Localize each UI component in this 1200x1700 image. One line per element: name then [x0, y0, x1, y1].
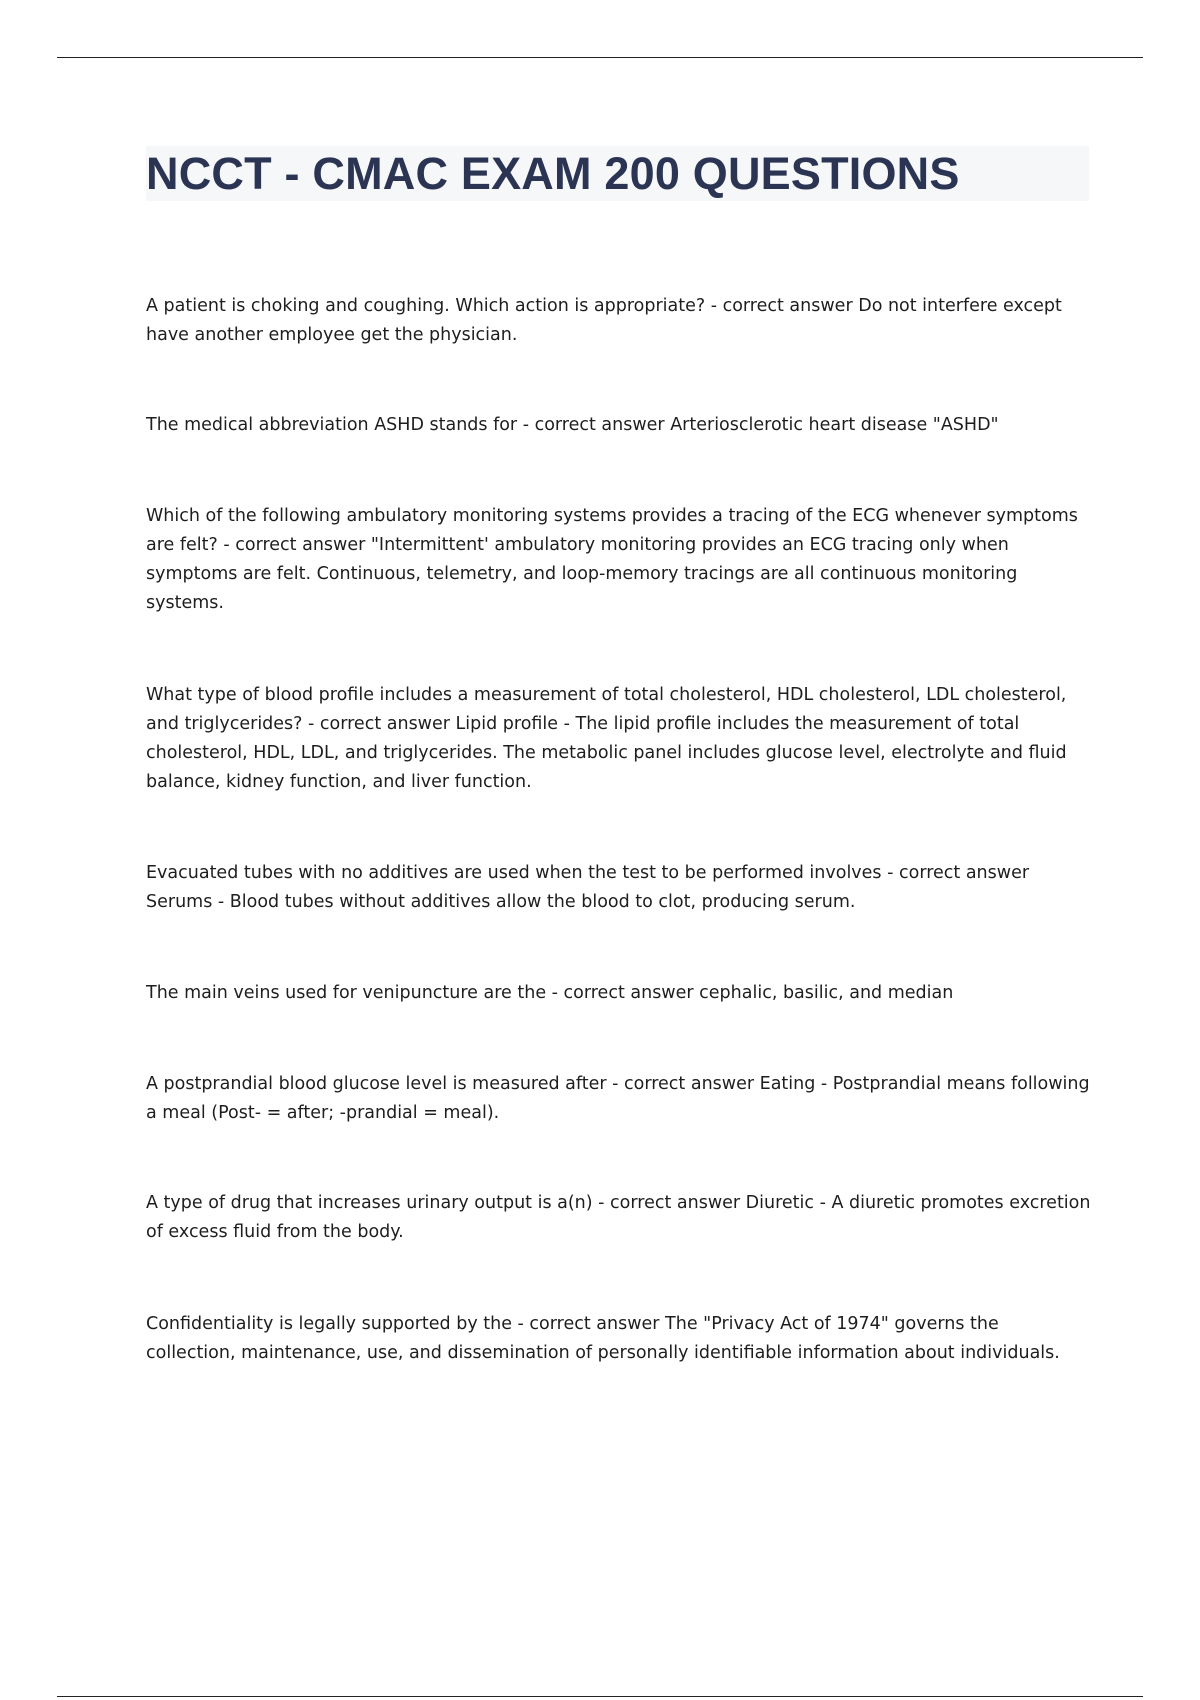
answer-text: "Intermittent' ambulatory monitoring provides an ECG tracing only when symptoms are felt. Continuous, telemetry, and loop-memory tracings are all continuous monitoring systems.	[146, 535, 1018, 613]
qa-item	[146, 411, 1092, 440]
bottom-rule	[57, 1696, 1143, 1697]
question-text: A postprandial blood glucose level is measured after	[146, 1074, 607, 1094]
question-text: The main veins used for venipuncture are the	[146, 983, 547, 1003]
answer-text: Diuretic - A diuretic promotes excretion of excess fluid from the body.	[146, 1193, 1091, 1242]
answer-text: Lipid profile - The lipid profile includes the measurement of total cholesterol, HDL, LDL, and triglycerides. The metabolic panel includes glucose level, electrolyte and fluid balance, kidney function, and liver function.	[146, 714, 1067, 792]
question-text: Which of the following ambulatory monitoring systems provides a tracing of the ECG whenever symptoms are felt?	[146, 506, 1078, 555]
question-text: Evacuated tubes with no additives are used when the test to be performed involves	[146, 863, 882, 883]
answer-separator: - correct answer	[517, 415, 671, 435]
document-title: NCCT - CMAC EXAM 200 QUESTIONS	[146, 148, 960, 199]
answer-separator: - correct answer	[217, 535, 371, 555]
question-text: Confidentiality is legally supported by the	[146, 1314, 512, 1334]
qa-item	[146, 292, 1092, 350]
qa-item	[146, 1189, 1092, 1247]
answer-text: Do not interfere except have another employee get the physician.	[146, 296, 1062, 345]
question-text: A patient is choking and coughing. Which action is appropriate?	[146, 296, 706, 316]
answer-separator: - correct answer	[302, 714, 456, 734]
answer-separator: - correct answer	[592, 1193, 746, 1213]
answer-text: cephalic, basilic, and median	[699, 983, 954, 1003]
qa-item	[146, 502, 1092, 618]
answer-separator: - correct answer	[881, 863, 1030, 883]
question-text: What type of blood profile includes a measurement of total cholesterol, HDL cholesterol, LDL cholesterol, and triglycerides?	[146, 685, 1067, 734]
answer-separator: - correct answer	[511, 1314, 666, 1334]
answer-separator: - correct answer	[606, 1074, 760, 1094]
answer-text: Serums - Blood tubes without additives allow the blood to clot, producing serum.	[146, 892, 856, 912]
top-rule	[57, 57, 1143, 58]
answer-separator: - correct answer	[546, 983, 700, 1003]
answer-text: The "Privacy Act of 1974" governs the collection, maintenance, use, and dissemination of personally identifiable information about individuals.	[146, 1314, 1060, 1363]
answer-text: Eating - Postprandial means following a meal (Post- = after; -prandial = meal).	[146, 1074, 1090, 1123]
question-text: The medical abbreviation ASHD stands for	[146, 415, 518, 435]
qa-item	[146, 859, 1092, 917]
question-text: A type of drug that increases urinary output is a(n)	[146, 1193, 593, 1213]
qa-item	[146, 1070, 1092, 1128]
qa-item	[146, 979, 1092, 1008]
answer-text: Arteriosclerotic heart disease "ASHD"	[670, 415, 999, 435]
qa-item	[146, 681, 1092, 797]
qa-item	[146, 1310, 1092, 1368]
answer-separator: - correct answer	[705, 296, 859, 316]
